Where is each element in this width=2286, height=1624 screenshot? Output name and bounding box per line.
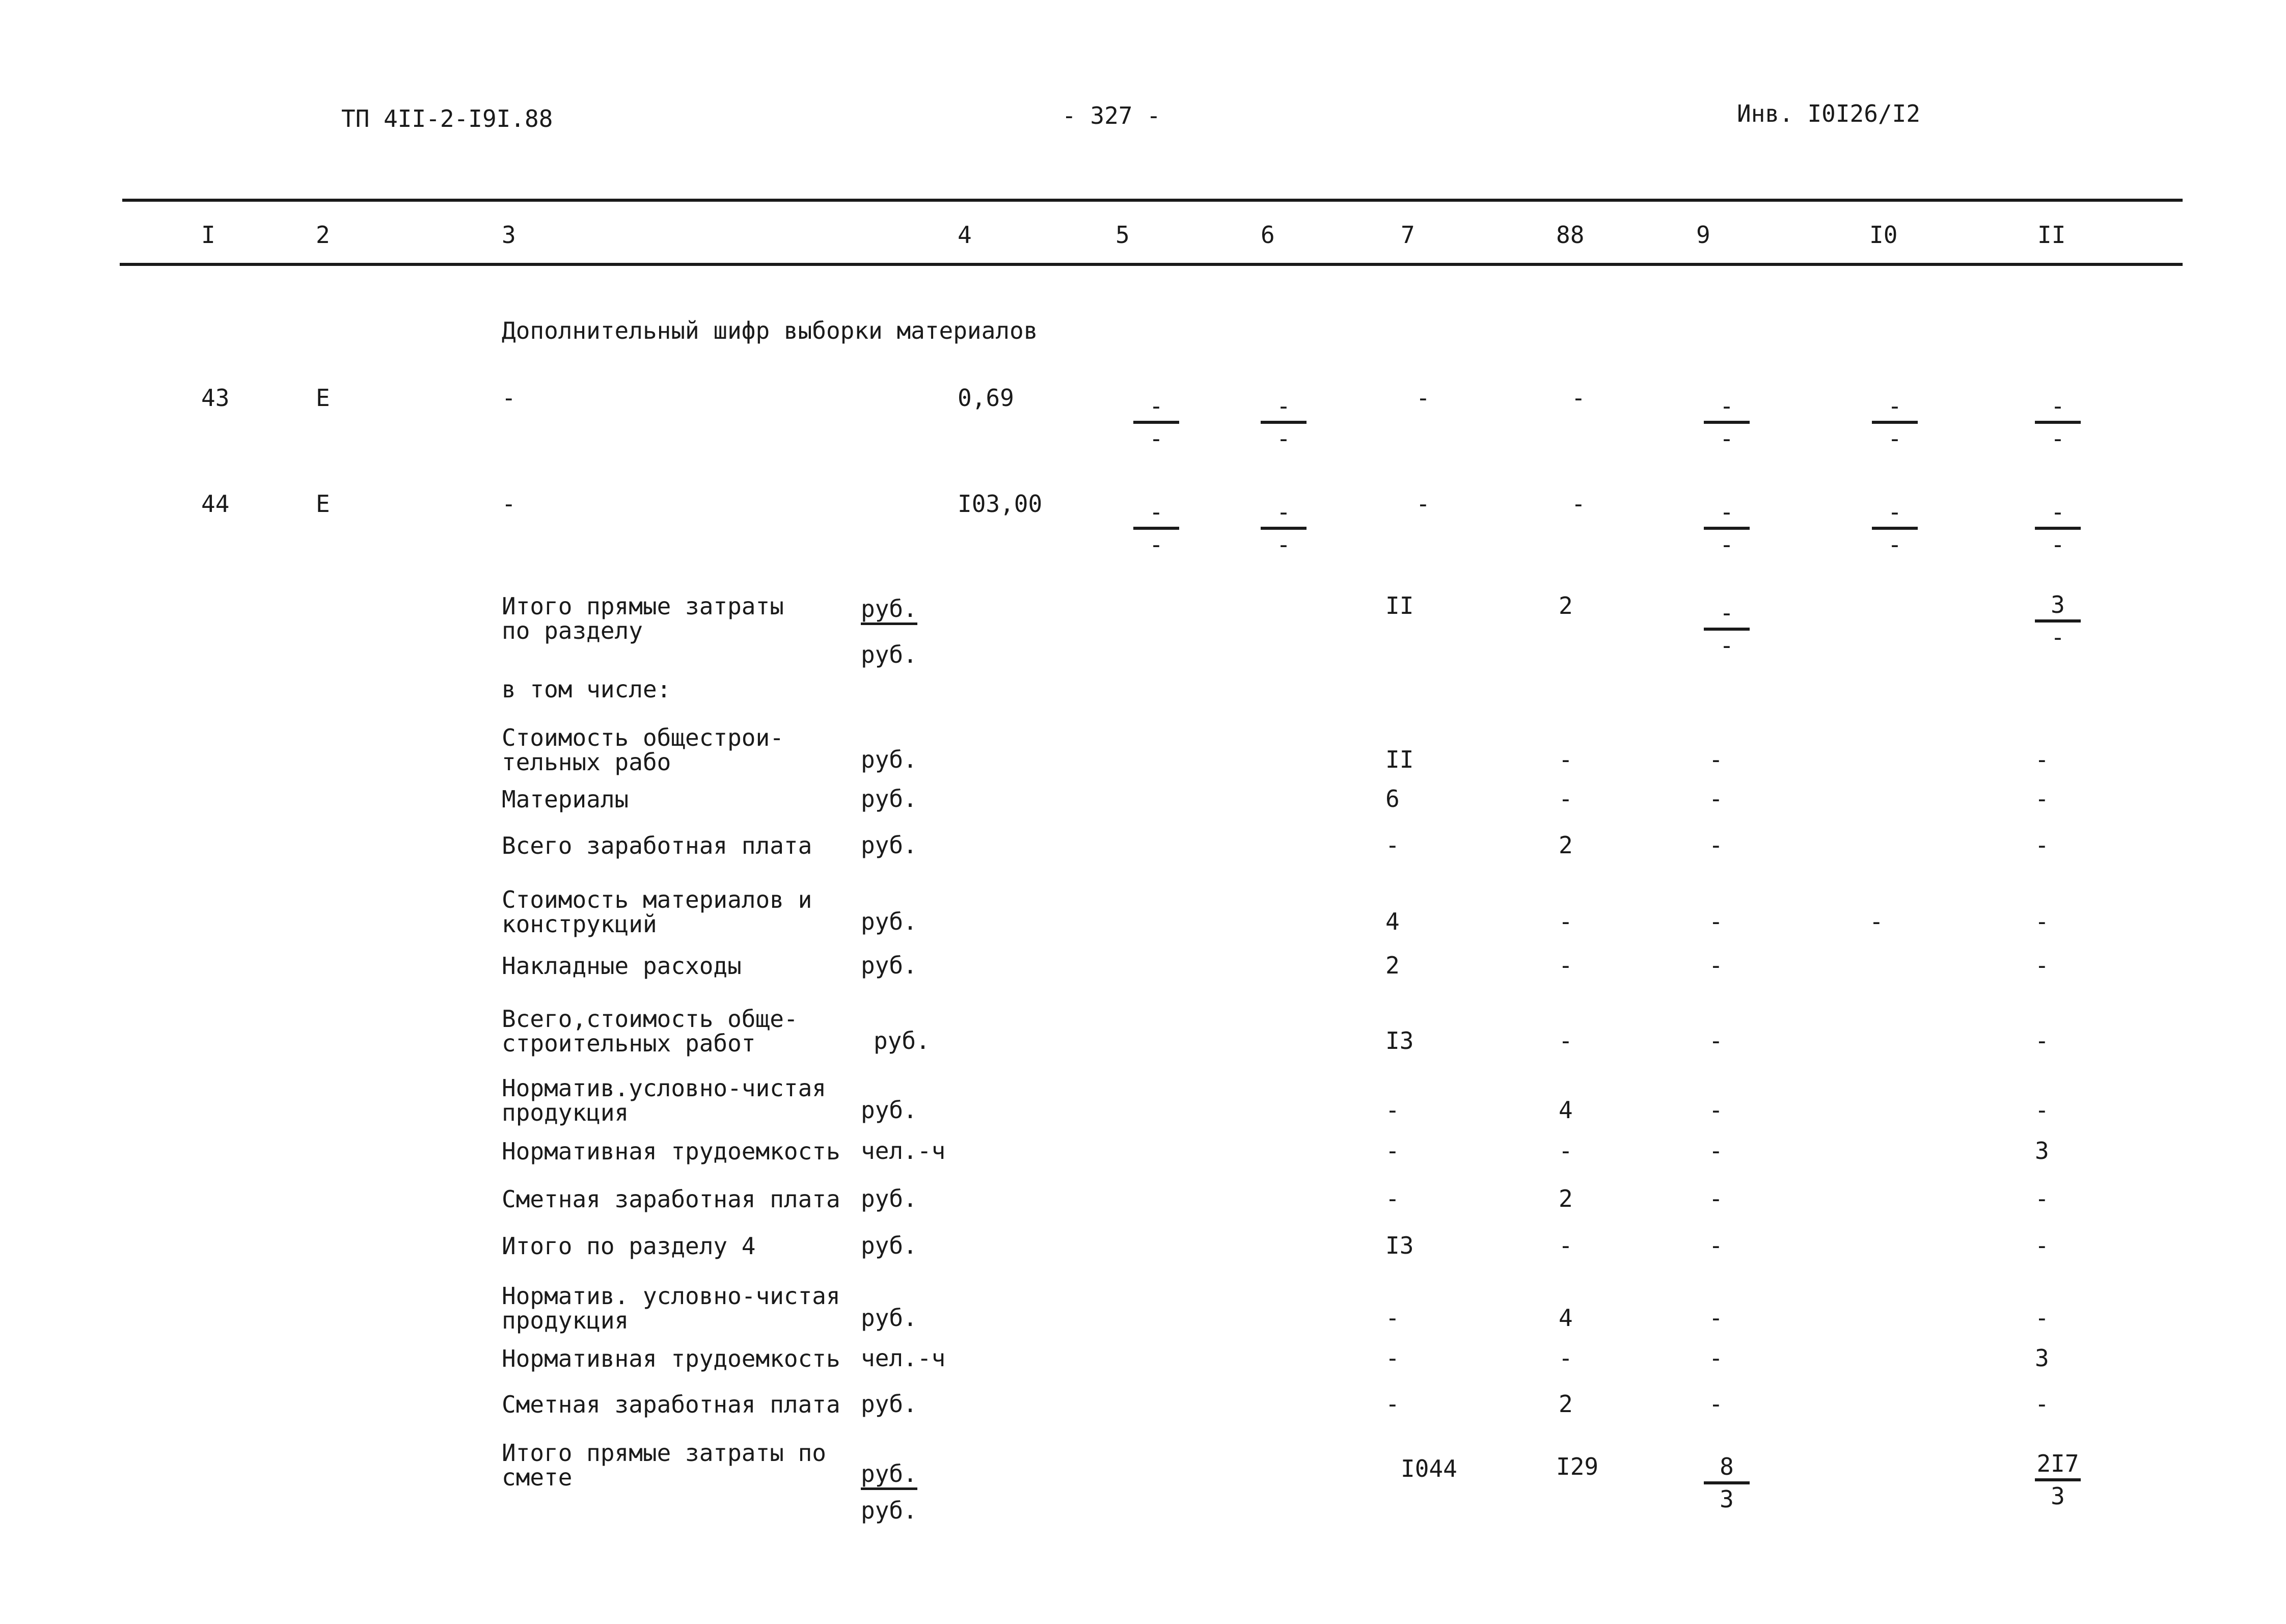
grand-total-col9-numerator: 8 <box>1704 1455 1750 1484</box>
row-col5-denominator: - <box>1149 531 1163 558</box>
row-col11-numerator: - <box>2035 500 2081 530</box>
row-col11 <box>2035 500 2081 556</box>
item-col11: 3 <box>2035 1344 2049 1372</box>
item-unit: руб. <box>861 1232 917 1259</box>
column-header-9: 9 <box>1696 221 1710 249</box>
item-label: Норматив.условно-чистая продукция <box>502 1074 826 1126</box>
row-number: 44 <box>201 490 230 518</box>
item-unit: руб. <box>861 831 917 859</box>
row-code: E <box>316 384 330 412</box>
item-col8: - <box>1559 785 1573 813</box>
total-direct-label: Итого прямые затраты по разделу <box>502 592 784 644</box>
row-quantity: 0,69 <box>958 384 1014 412</box>
item-col8: - <box>1559 1344 1573 1372</box>
row-col10-denominator: - <box>1888 425 1902 452</box>
row-name: - <box>502 490 516 518</box>
row-col10 <box>1872 394 1918 450</box>
item-col9: - <box>1709 1390 1723 1418</box>
grand-total-col9-denominator: 3 <box>1720 1485 1734 1513</box>
item-unit: руб. <box>861 746 917 773</box>
row-col5-numerator: - <box>1133 394 1179 424</box>
item-col7: - <box>1385 1304 1400 1332</box>
row-col9 <box>1704 394 1750 450</box>
item-col9: - <box>1709 1137 1723 1165</box>
item-col7: - <box>1385 1344 1400 1372</box>
inventory-number: Инв. I0I26/I2 <box>1737 100 1921 127</box>
grand-total-col11-denominator: 3 <box>2051 1482 2065 1510</box>
item-col9: - <box>1709 952 1723 979</box>
total-direct-col11-numerator: 3 <box>2035 593 2081 622</box>
row-col10-numerator: - <box>1872 500 1918 530</box>
item-label: Норматив. условно-чистая продукция <box>502 1282 840 1334</box>
item-col11: - <box>2035 1304 2049 1332</box>
item-label: Сметная заработная плата <box>502 1185 840 1213</box>
item-col8: 2 <box>1559 1390 1573 1418</box>
item-label: Нормативная трудоемкость <box>502 1138 840 1165</box>
column-header-1: I <box>201 221 215 249</box>
item-label: Сметная заработная плата <box>502 1391 840 1418</box>
row-col6 <box>1261 500 1307 556</box>
page-number: - 327 - <box>1062 102 1161 129</box>
item-label: Всего заработная плата <box>502 832 812 859</box>
item-col8: - <box>1559 746 1573 773</box>
total-direct-col9 <box>1704 601 1750 657</box>
column-header-7: 7 <box>1401 221 1415 249</box>
grand-total-col11-numerator: 2I7 <box>2035 1452 2081 1481</box>
item-col7: - <box>1385 1137 1400 1165</box>
header-top-rule <box>122 199 2183 202</box>
item-label: Накладные расходы <box>502 952 742 980</box>
item-col7: 4 <box>1385 908 1400 935</box>
item-col7: 2 <box>1385 952 1400 979</box>
total-direct-col8: 2 <box>1559 592 1573 619</box>
total-direct-col11-denominator: - <box>2051 624 2065 651</box>
item-col8: - <box>1559 952 1573 979</box>
grand-total-col7: I044 <box>1401 1455 1457 1482</box>
header-bottom-rule <box>120 263 2183 266</box>
row-col9-numerator: - <box>1704 500 1750 530</box>
item-col11: - <box>2035 1185 2049 1212</box>
item-unit: чел.-ч <box>861 1137 946 1165</box>
item-col8: 2 <box>1559 831 1573 859</box>
item-unit: чел.-ч <box>861 1344 946 1372</box>
total-direct-col9-numerator: - <box>1704 601 1750 631</box>
item-col7: - <box>1385 1390 1400 1418</box>
row-col5 <box>1133 500 1179 556</box>
column-header-6: 6 <box>1261 221 1275 249</box>
total-direct-unit-2: руб. <box>861 641 917 668</box>
item-unit: руб. <box>861 785 917 813</box>
row-col5 <box>1133 394 1179 450</box>
total-direct-col7: II <box>1385 592 1414 619</box>
column-header-4: 4 <box>958 221 972 249</box>
item-unit: руб. <box>861 908 917 935</box>
item-unit: руб. <box>861 1304 917 1332</box>
item-col11: - <box>2035 785 2049 813</box>
item-label: Материалы <box>502 786 629 813</box>
row-col11-denominator: - <box>2051 531 2065 558</box>
total-direct-col9-denominator: - <box>1720 632 1734 659</box>
row-col6-numerator: - <box>1261 500 1307 530</box>
row-col7: - <box>1416 384 1430 412</box>
item-unit: руб. <box>861 1096 917 1124</box>
row-col9 <box>1704 500 1750 556</box>
row-col11 <box>2035 394 2081 450</box>
item-col9: - <box>1709 1344 1723 1372</box>
column-header-11: II <box>2037 221 2066 249</box>
item-col11: - <box>2035 1390 2049 1418</box>
total-direct-unit-1: руб. <box>861 597 917 625</box>
row-col6-denominator: - <box>1276 531 1291 558</box>
row-col10 <box>1872 500 1918 556</box>
row-col11-denominator: - <box>2051 425 2065 452</box>
item-unit: руб. <box>861 1185 917 1212</box>
column-header-10: I0 <box>1869 221 1898 249</box>
row-col6-denominator: - <box>1276 425 1291 452</box>
grand-total-col9 <box>1704 1455 1750 1511</box>
item-col9: - <box>1709 785 1723 813</box>
row-col9-numerator: - <box>1704 394 1750 424</box>
item-col11: - <box>2035 1027 2049 1054</box>
item-col7: II <box>1385 746 1414 773</box>
column-header-2: 2 <box>316 221 330 249</box>
item-unit: руб. <box>861 952 917 979</box>
column-header-3: 3 <box>502 221 516 249</box>
item-label: Стоимость материалов и конструкций <box>502 886 812 938</box>
grand-total-unit-2: руб. <box>861 1497 917 1524</box>
row-col5-numerator: - <box>1133 500 1179 530</box>
item-label: Нормативная трудоемкость <box>502 1345 840 1372</box>
item-col7: - <box>1385 831 1400 859</box>
row-name: - <box>502 384 516 412</box>
item-col9: - <box>1709 1304 1723 1332</box>
row-quantity: I03,00 <box>958 490 1043 518</box>
item-col8: 4 <box>1559 1304 1573 1332</box>
item-col11: - <box>2035 952 2049 979</box>
row-col6-numerator: - <box>1261 394 1307 424</box>
grand-total-unit-1: руб. <box>861 1462 917 1490</box>
item-label: Стоимость общестрои- тельных рабо <box>502 724 784 776</box>
row-col7: - <box>1416 490 1430 518</box>
total-direct-col11 <box>2035 593 2081 649</box>
item-col9: - <box>1709 1096 1723 1124</box>
row-col10-denominator: - <box>1888 531 1902 558</box>
item-col11: - <box>2035 746 2049 773</box>
row-col11-numerator: - <box>2035 394 2081 424</box>
row-col5-denominator: - <box>1149 425 1163 452</box>
item-unit: руб. <box>874 1027 930 1054</box>
item-col11: - <box>2035 908 2049 935</box>
row-col10-numerator: - <box>1872 394 1918 424</box>
row-code: Е <box>316 490 330 518</box>
row-col9-denominator: - <box>1720 425 1734 452</box>
grand-total-col8: I29 <box>1556 1453 1599 1480</box>
item-col8: 2 <box>1559 1185 1573 1212</box>
row-col8: - <box>1571 384 1586 412</box>
item-col9: - <box>1709 831 1723 859</box>
item-col9: - <box>1709 908 1723 935</box>
item-col7: I3 <box>1385 1027 1414 1054</box>
item-col11: - <box>2035 1232 2049 1259</box>
item-col9: - <box>1709 746 1723 773</box>
row-number: 43 <box>201 384 230 412</box>
item-col7: - <box>1385 1096 1400 1124</box>
item-unit: руб. <box>861 1390 917 1418</box>
item-label: Всего,стоимость обще- строительных работ <box>502 1005 798 1057</box>
row-col6 <box>1261 394 1307 450</box>
item-col11: - <box>2035 831 2049 859</box>
item-col7: I3 <box>1385 1232 1414 1259</box>
row-col9-denominator: - <box>1720 531 1734 558</box>
document-code: ТП 4II-2-I9I.88 <box>341 105 553 132</box>
item-col11: 3 <box>2035 1137 2049 1165</box>
grand-total-label: Итого прямые затраты по смете <box>502 1439 826 1491</box>
item-col11: - <box>2035 1096 2049 1124</box>
item-col7: 6 <box>1385 785 1400 813</box>
grand-total-col11 <box>2035 1452 2081 1508</box>
item-col10: - <box>1869 908 1884 935</box>
item-col8: - <box>1559 1027 1573 1054</box>
item-col8: 4 <box>1559 1096 1573 1124</box>
section-caption: Дополнительный шифр выборки материалов <box>502 317 1038 344</box>
item-col8: - <box>1559 908 1573 935</box>
item-col9: - <box>1709 1185 1723 1212</box>
item-col9: - <box>1709 1232 1723 1259</box>
item-label: Итого по разделу 4 <box>502 1232 756 1260</box>
item-col8: - <box>1559 1232 1573 1259</box>
item-col7: - <box>1385 1185 1400 1212</box>
item-col9: - <box>1709 1027 1723 1054</box>
column-header-8: 88 <box>1556 221 1585 249</box>
item-col8: - <box>1559 1137 1573 1165</box>
row-col8: - <box>1571 490 1586 518</box>
including-label: в том числе: <box>502 675 671 703</box>
column-header-5: 5 <box>1115 221 1130 249</box>
